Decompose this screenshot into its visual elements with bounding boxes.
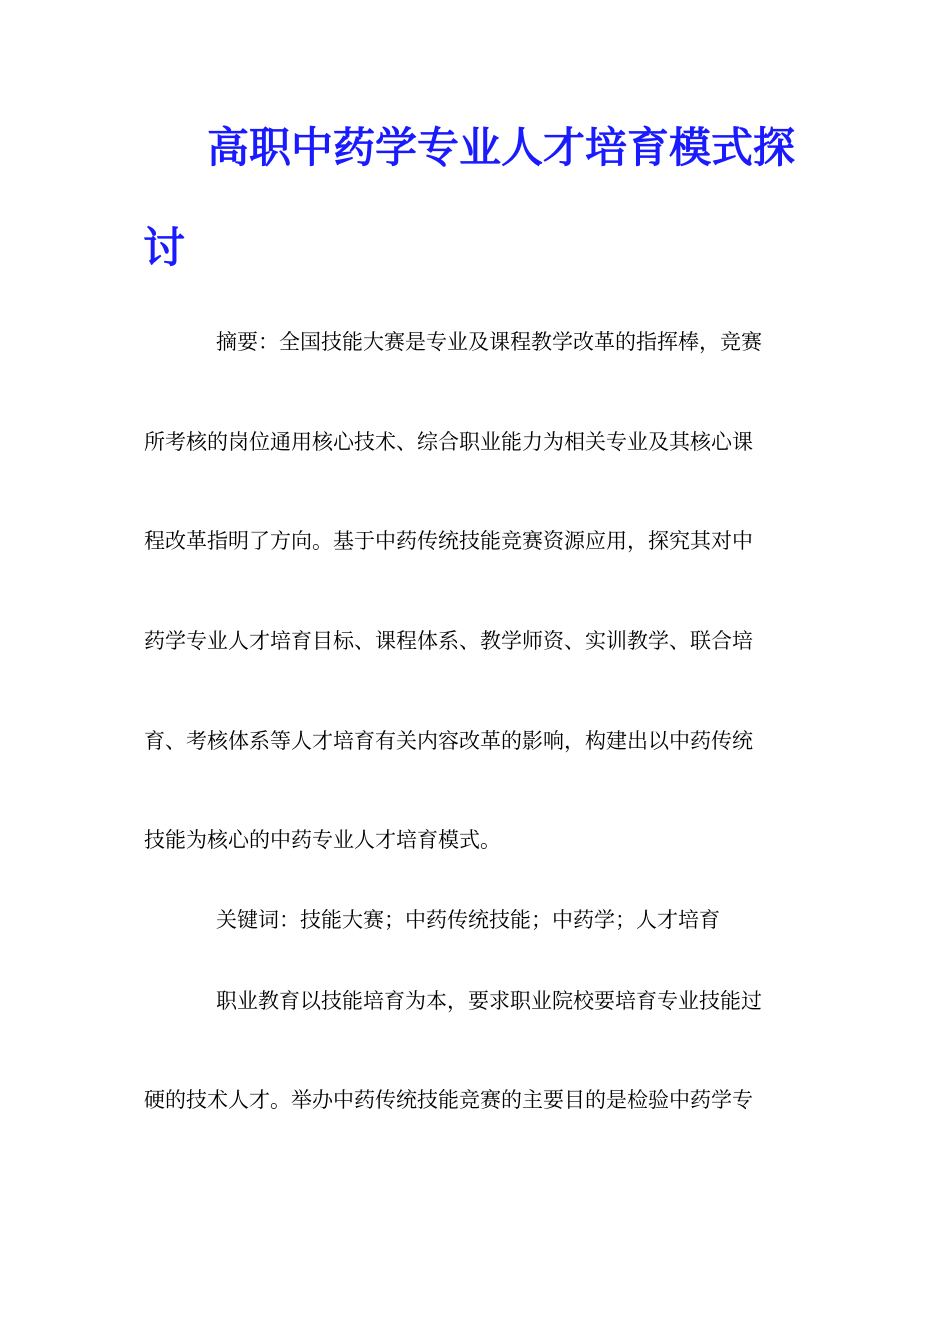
abstract-line-6: 技能为核心的中药专业人才培育模式。 — [144, 828, 501, 852]
document-title-line-2: 讨 — [143, 223, 186, 272]
abstract-line-1: 摘要：全国技能大赛是专业及课程教学改革的指挥棒，竞赛 — [216, 330, 762, 354]
keywords-line: 关键词：技能大赛；中药传统技能；中药学；人才培育 — [216, 908, 720, 932]
abstract-line-2: 所考核的岗位通用核心技术、综合职业能力为相关专业及其核心课 — [144, 430, 753, 454]
body-line-2: 硬的技术人才。举办中药传统技能竞赛的主要目的是检验中药学专 — [144, 1088, 753, 1112]
abstract-line-3: 程改革指明了方向。基于中药传统技能竞赛资源应用，探究其对中 — [144, 529, 753, 553]
abstract-line-5: 育、考核体系等人才培育有关内容改革的影响，构建出以中药传统 — [144, 729, 753, 753]
abstract-line-4: 药学专业人才培育目标、课程体系、教学师资、实训教学、联合培 — [144, 629, 753, 653]
document-title-line-1: 高职中药学专业人才培育模式探 — [207, 123, 796, 172]
body-line-1: 职业教育以技能培育为本，要求职业院校要培育专业技能过 — [216, 989, 762, 1013]
